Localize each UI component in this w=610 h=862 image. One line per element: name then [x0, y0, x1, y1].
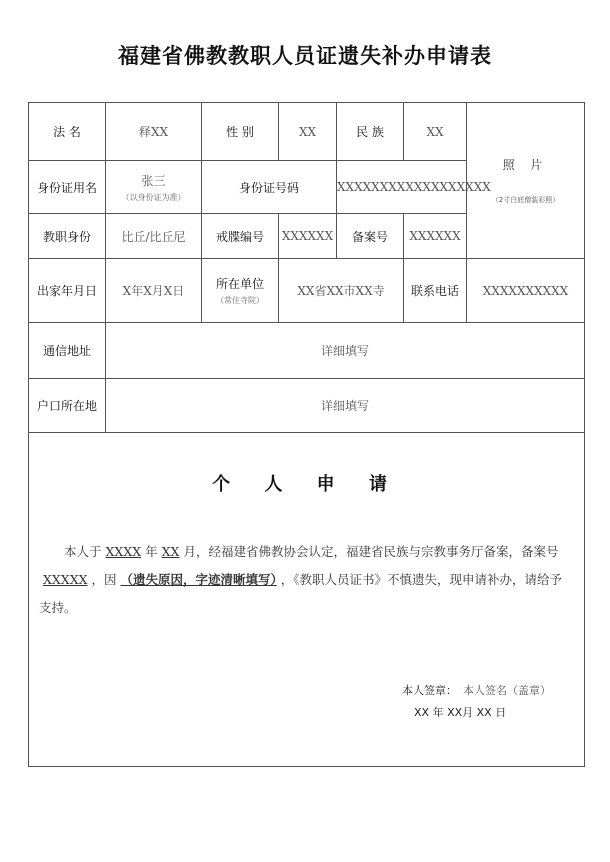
signature-line	[402, 682, 551, 698]
signature-value: 本人签名（盖章）	[463, 684, 551, 697]
unit-label-cell	[202, 259, 279, 323]
address-label: 通信地址	[29, 323, 106, 379]
photo-note: （2寸白底僧装彩照）	[491, 196, 560, 204]
gender-value: XX	[279, 103, 337, 161]
id-name-cell	[106, 161, 202, 214]
ordination-label: 戒牒编号	[202, 214, 279, 259]
id-name-note: （以身份证为准）	[121, 192, 186, 202]
table-row	[29, 103, 585, 161]
identity-value: 比丘/比丘尼	[106, 214, 202, 259]
name-value: 释XX	[106, 103, 202, 161]
id-name-value: 张三	[141, 173, 166, 188]
year-blank: XXXX	[105, 544, 142, 559]
photo-title: 照 片	[502, 158, 549, 172]
record-value: XXXXXX	[404, 214, 467, 259]
unit-note: （常住寺院）	[216, 296, 264, 305]
month-blank: XX	[161, 544, 180, 559]
table-row	[29, 323, 585, 379]
record-number-blank: XXXXX	[43, 572, 88, 587]
address-value: 详细填写	[106, 323, 585, 379]
application-date: XX 年 XX月 XX 日	[414, 706, 507, 719]
phone-label: 联系电话	[404, 259, 467, 323]
ethnicity-value: XX	[404, 103, 467, 161]
ordination-date-value: X年X月X日	[106, 259, 202, 323]
identity-label: 教职身份	[29, 214, 106, 259]
table-row	[29, 259, 585, 323]
id-number-value: XXXXXXXXXXXXXXXXXX	[337, 161, 467, 214]
household-value: 详细填写	[106, 379, 585, 433]
table-row	[29, 379, 585, 433]
household-label: 户口所在地	[29, 379, 106, 433]
gender-label: 性 别	[202, 103, 279, 161]
info-table	[28, 102, 585, 433]
ordination-date-label: 出家年月日	[29, 259, 106, 323]
name-label: 法 名	[29, 103, 106, 161]
phone-value: XXXXXXXXXX	[467, 259, 585, 323]
unit-label: 所在单位	[215, 277, 264, 291]
ordination-value: XXXXXX	[279, 214, 337, 259]
id-number-label: 身份证号码	[202, 161, 337, 214]
application-title: 个 人 申 请	[212, 474, 401, 495]
signature-label: 本人签章：	[402, 684, 457, 697]
unit-value: XX省XX市XX寺	[279, 259, 404, 323]
ethnicity-label: 民 族	[337, 103, 404, 161]
application-box	[28, 432, 585, 767]
page-title: 福建省佛教教职人员证遗失补办申请表	[118, 44, 492, 68]
record-label: 备案号	[337, 214, 404, 259]
loss-reason-blank: （遗失原因，字迹清晰填写）	[120, 572, 277, 587]
id-name-label: 身份证用名	[29, 161, 106, 214]
application-paragraph: 本人于 XXXX 年 XX 月，经福建省佛教协会认定，福建省民族与宗教事务厅备案，备案号XXXXX ，因 （遗失原因，字迹清晰填写） ，《教职人员证书》不慎遗失，现申请补办，请给予支持。	[39, 544, 563, 615]
